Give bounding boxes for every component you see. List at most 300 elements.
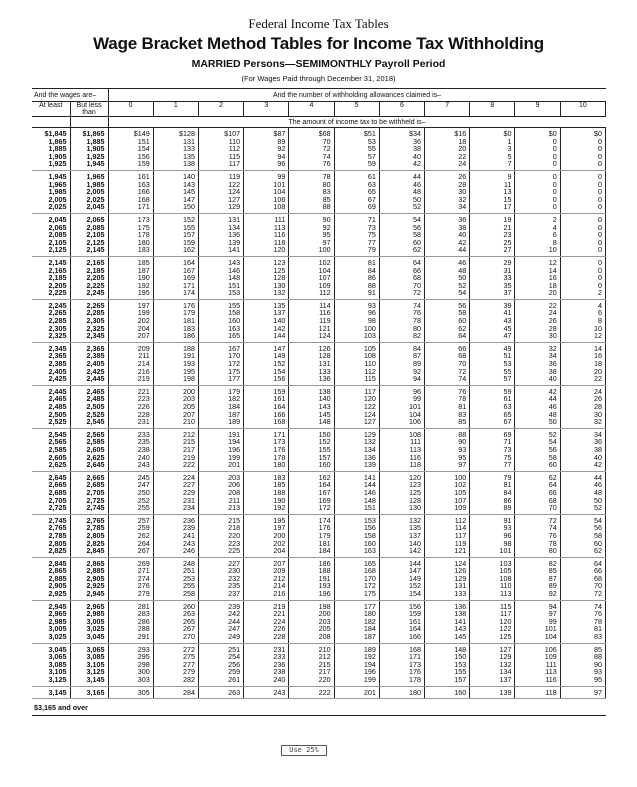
- footer-over-label: $3,165 and over: [32, 699, 606, 716]
- table-value: 251: [228, 644, 241, 654]
- table-value: 2,545: [86, 417, 105, 427]
- table-value: 91: [503, 515, 512, 525]
- table-value: 152: [273, 359, 286, 369]
- table-value: 2,845: [48, 558, 67, 568]
- table-value: 23: [503, 230, 512, 240]
- table-value: 3,145: [86, 675, 105, 684]
- table-value: 101: [544, 624, 557, 634]
- table-value: 39: [503, 300, 512, 310]
- table-value: 4: [598, 300, 602, 310]
- table-value: 92: [277, 144, 286, 154]
- table-value: 202: [273, 538, 286, 548]
- table-value: 54: [458, 288, 467, 298]
- table-value: 52: [594, 503, 602, 513]
- table-value: 56: [594, 523, 602, 533]
- table-value: 2,645: [48, 472, 67, 482]
- table-value: 122: [499, 624, 512, 634]
- table-value: 176: [409, 667, 422, 677]
- withholding-cell: [560, 557, 605, 600]
- table-value: 288: [137, 624, 150, 634]
- table-value: 33: [503, 273, 512, 283]
- table-value: 62: [594, 546, 602, 556]
- bracket-group: [32, 643, 606, 686]
- table-value: 70: [322, 136, 331, 146]
- withholding-cell: [108, 342, 153, 385]
- withholding-cell: [334, 299, 379, 342]
- table-value: 50: [594, 495, 602, 505]
- withholding-cell: [244, 213, 289, 256]
- table-value: 194: [228, 437, 241, 447]
- table-value: 175: [363, 589, 376, 599]
- table-value: 181: [318, 538, 331, 548]
- table-value: 0: [598, 257, 602, 267]
- table-value: 133: [182, 144, 195, 154]
- table-value: 177: [363, 601, 376, 611]
- document-subtitle: MARRIED Persons—SEMIMONTHLY Payroll Period: [191, 58, 446, 70]
- withholding-cell: [425, 428, 470, 471]
- table-value: 24: [548, 308, 557, 318]
- but-less-than-cell: [70, 643, 108, 686]
- table-value: 1,865: [48, 136, 67, 146]
- table-value: 38: [594, 444, 602, 454]
- allowance-column-header: 7: [425, 102, 470, 117]
- table-value: 40: [548, 374, 557, 384]
- table-value: 2,325: [48, 331, 67, 341]
- table-value: 174: [182, 288, 195, 298]
- table-value: 76: [458, 386, 467, 396]
- withholding-cell: [289, 170, 334, 213]
- table-value: 2,825: [48, 546, 67, 556]
- but-less-than-cell: [70, 686, 108, 699]
- table-value: 155: [318, 444, 331, 454]
- table-value: 54: [413, 214, 422, 224]
- table-value: 125: [499, 632, 512, 642]
- table-value: 254: [228, 652, 241, 662]
- bracket-group: [32, 385, 606, 428]
- withholding-cell: [334, 514, 379, 557]
- table-value: 149: [409, 573, 422, 583]
- table-value: 178: [273, 452, 286, 462]
- table-value: 136: [363, 452, 376, 462]
- table-value: 150: [318, 429, 331, 439]
- table-value: 20: [548, 288, 557, 298]
- table-value: 100: [454, 472, 467, 482]
- table-value: 238: [137, 444, 150, 454]
- bracket-group: [32, 299, 606, 342]
- table-value: 179: [318, 530, 331, 540]
- table-value: 300: [137, 667, 150, 677]
- table-value: 17: [503, 202, 512, 212]
- table-value: 44: [594, 472, 602, 482]
- table-value: 66: [548, 487, 557, 497]
- table-value: 1: [507, 136, 512, 146]
- withholding-cell: [425, 128, 470, 171]
- table-value: 3,005: [86, 616, 105, 626]
- table-value: 129: [454, 573, 467, 583]
- table-value: 185: [137, 257, 150, 267]
- table-value: 225: [228, 546, 241, 556]
- table-value: 207: [273, 558, 286, 568]
- table-value: 2,045: [48, 214, 67, 224]
- table-value: 88: [458, 429, 467, 439]
- table-value: 106: [544, 644, 557, 654]
- table-value: $0: [594, 129, 602, 138]
- table-value: 157: [318, 452, 331, 462]
- table-value: 2,725: [86, 495, 105, 505]
- table-value: 186: [182, 331, 195, 341]
- table-value: 212: [318, 652, 331, 662]
- table-value: 111: [410, 437, 422, 447]
- table-value: 24: [594, 386, 602, 396]
- table-value: 146: [363, 487, 376, 497]
- table-value: 264: [137, 538, 150, 548]
- table-value: 178: [409, 675, 422, 684]
- table-value: 192: [137, 280, 150, 290]
- table-value: 112: [319, 288, 331, 298]
- allowance-column-header: 8: [470, 102, 515, 117]
- table-value: 1,905: [86, 144, 105, 154]
- table-value: 68: [413, 273, 422, 283]
- table-value: 134: [499, 667, 512, 677]
- table-value: 136: [318, 374, 331, 384]
- table-value: 58: [458, 308, 467, 318]
- table-value: 1,925: [48, 159, 67, 169]
- table-value: 0: [598, 222, 602, 232]
- table-value: 250: [137, 487, 150, 497]
- table-value: 40: [413, 151, 422, 161]
- table-value: 42: [548, 386, 557, 396]
- table-value: 128: [273, 273, 286, 283]
- table-value: 2,145: [86, 245, 105, 255]
- table-value: 3,165: [86, 687, 105, 697]
- table-value: 110: [364, 359, 376, 369]
- table-value: 129: [228, 202, 241, 212]
- table-value: 85: [458, 417, 467, 427]
- table-value: 32: [594, 417, 602, 427]
- but-less-than-cell: [70, 213, 108, 256]
- table-value: 35: [503, 280, 512, 290]
- table-value: 128: [318, 351, 331, 361]
- at-least-cell: [32, 299, 70, 342]
- table-value: 0: [598, 151, 602, 161]
- table-value: 89: [503, 503, 512, 513]
- table-value: 148: [318, 417, 331, 427]
- withholding-cell: [470, 643, 515, 686]
- table-value: 68: [548, 495, 557, 505]
- table-value: 61: [367, 171, 376, 181]
- table-value: 2,905: [86, 573, 105, 583]
- table-value: 217: [182, 444, 195, 454]
- table-value: 76: [548, 530, 557, 540]
- table-value: 64: [458, 331, 467, 341]
- table-value: 3,065: [86, 644, 105, 654]
- table-value: 147: [409, 566, 422, 576]
- table-value: 30: [594, 409, 602, 419]
- table-value: 171: [409, 652, 422, 662]
- table-value: 195: [273, 515, 286, 525]
- table-value: 111: [545, 659, 557, 669]
- table-value: 25: [503, 237, 512, 247]
- table-value: 215: [228, 515, 241, 525]
- table-value: 102: [454, 480, 467, 490]
- table-value: 96: [367, 308, 376, 318]
- table-value: 2,865: [86, 558, 105, 568]
- table-value: 276: [137, 581, 150, 591]
- table-value: 173: [273, 437, 286, 447]
- withholding-cell: [244, 428, 289, 471]
- table-value: 201: [363, 687, 376, 697]
- table-value: 18: [458, 136, 467, 146]
- table-value: 93: [503, 523, 512, 533]
- but-less-than-cell: [70, 128, 108, 171]
- but-less-than-cell: [70, 428, 108, 471]
- table-value: 134: [228, 222, 241, 232]
- table-value: 196: [363, 667, 376, 677]
- table-value: 223: [137, 394, 150, 404]
- table-value: 2,885: [48, 573, 67, 583]
- table-value: 2,265: [86, 300, 105, 310]
- table-value: 165: [228, 331, 241, 341]
- table-value: 2,885: [86, 566, 105, 576]
- withholding-cell: [470, 686, 515, 699]
- table-value: $34: [409, 129, 422, 138]
- bracket-group: [32, 471, 606, 514]
- table-value: 106: [273, 194, 286, 204]
- table-value: 156: [137, 151, 150, 161]
- table-value: 177: [228, 374, 241, 384]
- table-value: 141: [228, 245, 241, 255]
- table-value: 40: [458, 230, 467, 240]
- withholding-cell: [425, 342, 470, 385]
- table-value: 61: [503, 394, 512, 404]
- table-value: 4: [552, 222, 557, 232]
- table-value: 0: [552, 159, 557, 169]
- table-value: 279: [182, 667, 195, 677]
- table-value: 72: [413, 288, 422, 298]
- withholding-cell: [334, 256, 379, 299]
- withholding-cell: [379, 342, 424, 385]
- table-value: 274: [137, 573, 150, 583]
- table-value: 20: [458, 144, 467, 154]
- withholding-cell: [560, 213, 605, 256]
- table-value: 101: [273, 179, 286, 189]
- table-value: 1,965: [86, 171, 105, 181]
- table-value: 144: [273, 331, 286, 341]
- table-value: 195: [182, 366, 195, 376]
- table-value: 21: [503, 222, 512, 232]
- table-value: 249: [228, 632, 241, 642]
- table-value: 70: [594, 581, 602, 591]
- table-value: 70: [458, 359, 467, 369]
- table-value: 2,625: [86, 452, 105, 462]
- table-value: 7: [507, 159, 512, 169]
- withholding-cell: [470, 170, 515, 213]
- table-value: 0: [598, 265, 602, 275]
- table-value: 180: [363, 609, 376, 619]
- table-value: 2,485: [86, 394, 105, 404]
- table-value: 104: [544, 632, 557, 642]
- table-value: 95: [594, 675, 602, 684]
- table-value: 131: [454, 581, 467, 591]
- table-value: 2,805: [86, 530, 105, 540]
- table-value: 134: [363, 444, 376, 454]
- table-value: 139: [228, 237, 241, 247]
- table-value: 70: [548, 503, 557, 513]
- table-value: 55: [367, 144, 376, 154]
- table-value: 15: [503, 194, 512, 204]
- table-value: 26: [594, 394, 602, 404]
- table-value: 22: [458, 151, 467, 161]
- table-value: 148: [228, 273, 241, 283]
- table-value: 2,205: [86, 273, 105, 283]
- withholding-cell: [153, 342, 198, 385]
- table-value: 2,505: [86, 402, 105, 411]
- table-value: 248: [182, 558, 195, 568]
- table-value: $1,865: [82, 129, 105, 138]
- withholding-cell: [470, 128, 515, 171]
- table-value: 129: [499, 652, 512, 662]
- table-value: 203: [318, 616, 331, 626]
- table-value: 246: [182, 546, 195, 556]
- withholding-cell: [560, 428, 605, 471]
- allowance-column-header: 2: [198, 102, 243, 117]
- table-value: 0: [598, 136, 602, 146]
- bracket-group: [32, 686, 606, 699]
- table-value: 2,665: [86, 472, 105, 482]
- table-value: 38: [413, 144, 422, 154]
- table-value: 57: [503, 374, 512, 384]
- table-value: 179: [228, 386, 241, 396]
- table-value: 166: [137, 187, 150, 197]
- table-value: 126: [318, 343, 331, 353]
- table-value: 204: [273, 546, 286, 556]
- table-value: 188: [182, 343, 195, 353]
- table-value: 159: [273, 386, 286, 396]
- table-value: 107: [454, 495, 467, 505]
- table-value: 2,225: [86, 280, 105, 290]
- table-value: 2,165: [86, 257, 105, 267]
- table-value: 135: [182, 151, 195, 161]
- table-value: 40: [594, 452, 602, 462]
- table-value: 232: [228, 573, 241, 583]
- table-value: 70: [413, 280, 422, 290]
- table-value: 178: [137, 230, 150, 240]
- table-value: 2,685: [86, 480, 105, 490]
- table-value: 6: [598, 308, 602, 318]
- table-value: 138: [454, 609, 467, 619]
- table-value: 198: [182, 374, 195, 384]
- table-value: 199: [228, 452, 241, 462]
- withholding-cell: [470, 299, 515, 342]
- allowances-header: And the number of withholding allowances claimed is–: [108, 89, 605, 102]
- table-value: 0: [598, 144, 602, 154]
- withholding-cell: [108, 428, 153, 471]
- table-value: 208: [228, 487, 241, 497]
- table-value: 2,925: [48, 589, 67, 599]
- table-value: $0: [503, 129, 512, 138]
- withholding-cell: [379, 385, 424, 428]
- withholding-cell: [153, 256, 198, 299]
- table-value: 187: [363, 632, 376, 642]
- table-value: 73: [503, 444, 512, 454]
- table-value: 201: [228, 460, 241, 470]
- table-value: 44: [458, 245, 467, 255]
- at-least-cell: [32, 643, 70, 686]
- withholding-cell: [425, 471, 470, 514]
- table-value: 239: [182, 523, 195, 533]
- table-value: 75: [503, 452, 512, 462]
- but-less-than-cell: [70, 299, 108, 342]
- table-value: 108: [499, 573, 512, 583]
- table-value: 138: [182, 159, 195, 169]
- table-value: 76: [594, 609, 602, 619]
- withholding-cell: [244, 128, 289, 171]
- allowance-column-header: 1: [153, 102, 198, 117]
- withholding-cell: [108, 299, 153, 342]
- table-value: 119: [319, 316, 331, 326]
- table-value: 159: [409, 609, 422, 619]
- withholding-cell: [108, 600, 153, 643]
- table-value: 2,165: [48, 265, 67, 275]
- table-value: 67: [367, 194, 376, 204]
- withholding-cell: [153, 213, 198, 256]
- withholding-cell: [153, 299, 198, 342]
- table-value: 205: [318, 624, 331, 634]
- table-value: 2,745: [48, 515, 67, 525]
- withholding-cell: [334, 600, 379, 643]
- withholding-cell: [108, 643, 153, 686]
- table-value: 145: [454, 632, 467, 642]
- table-value: 283: [137, 609, 150, 619]
- table-value: 28: [594, 402, 602, 411]
- withholding-cell: [334, 128, 379, 171]
- table-value: 58: [413, 230, 422, 240]
- withholding-cell: [153, 514, 198, 557]
- table-value: 303: [137, 675, 150, 684]
- table-value: 55: [503, 366, 512, 376]
- withholding-cell: [153, 128, 198, 171]
- withholding-cell: [244, 686, 289, 699]
- table-value: 203: [228, 472, 241, 482]
- table-value: 2,065: [48, 222, 67, 232]
- withholding-cell: [379, 428, 424, 471]
- table-value: 69: [367, 202, 376, 212]
- table-value: 78: [413, 316, 422, 326]
- wage-bracket-table: [32, 88, 606, 716]
- table-value: 174: [318, 515, 331, 525]
- table-value: 126: [454, 566, 467, 576]
- table-value: 96: [277, 159, 286, 169]
- table-value: 90: [594, 659, 602, 669]
- table-value: 89: [548, 581, 557, 591]
- table-value: 16: [594, 351, 602, 361]
- table-value: 0: [598, 179, 602, 189]
- table-value: 160: [228, 316, 241, 326]
- table-value: 74: [458, 374, 467, 384]
- table-value: 28: [548, 323, 557, 333]
- table-value: 224: [273, 616, 286, 626]
- table-value: 62: [413, 245, 422, 255]
- withholding-cell: [153, 471, 198, 514]
- table-value: 163: [137, 179, 150, 189]
- table-value: 132: [363, 437, 376, 447]
- table-value: 143: [182, 179, 195, 189]
- table-value: 220: [228, 530, 241, 540]
- table-value: 0: [552, 202, 557, 212]
- withholding-cell: [560, 128, 605, 171]
- table-value: 84: [413, 343, 422, 353]
- table-value: 0: [552, 187, 557, 197]
